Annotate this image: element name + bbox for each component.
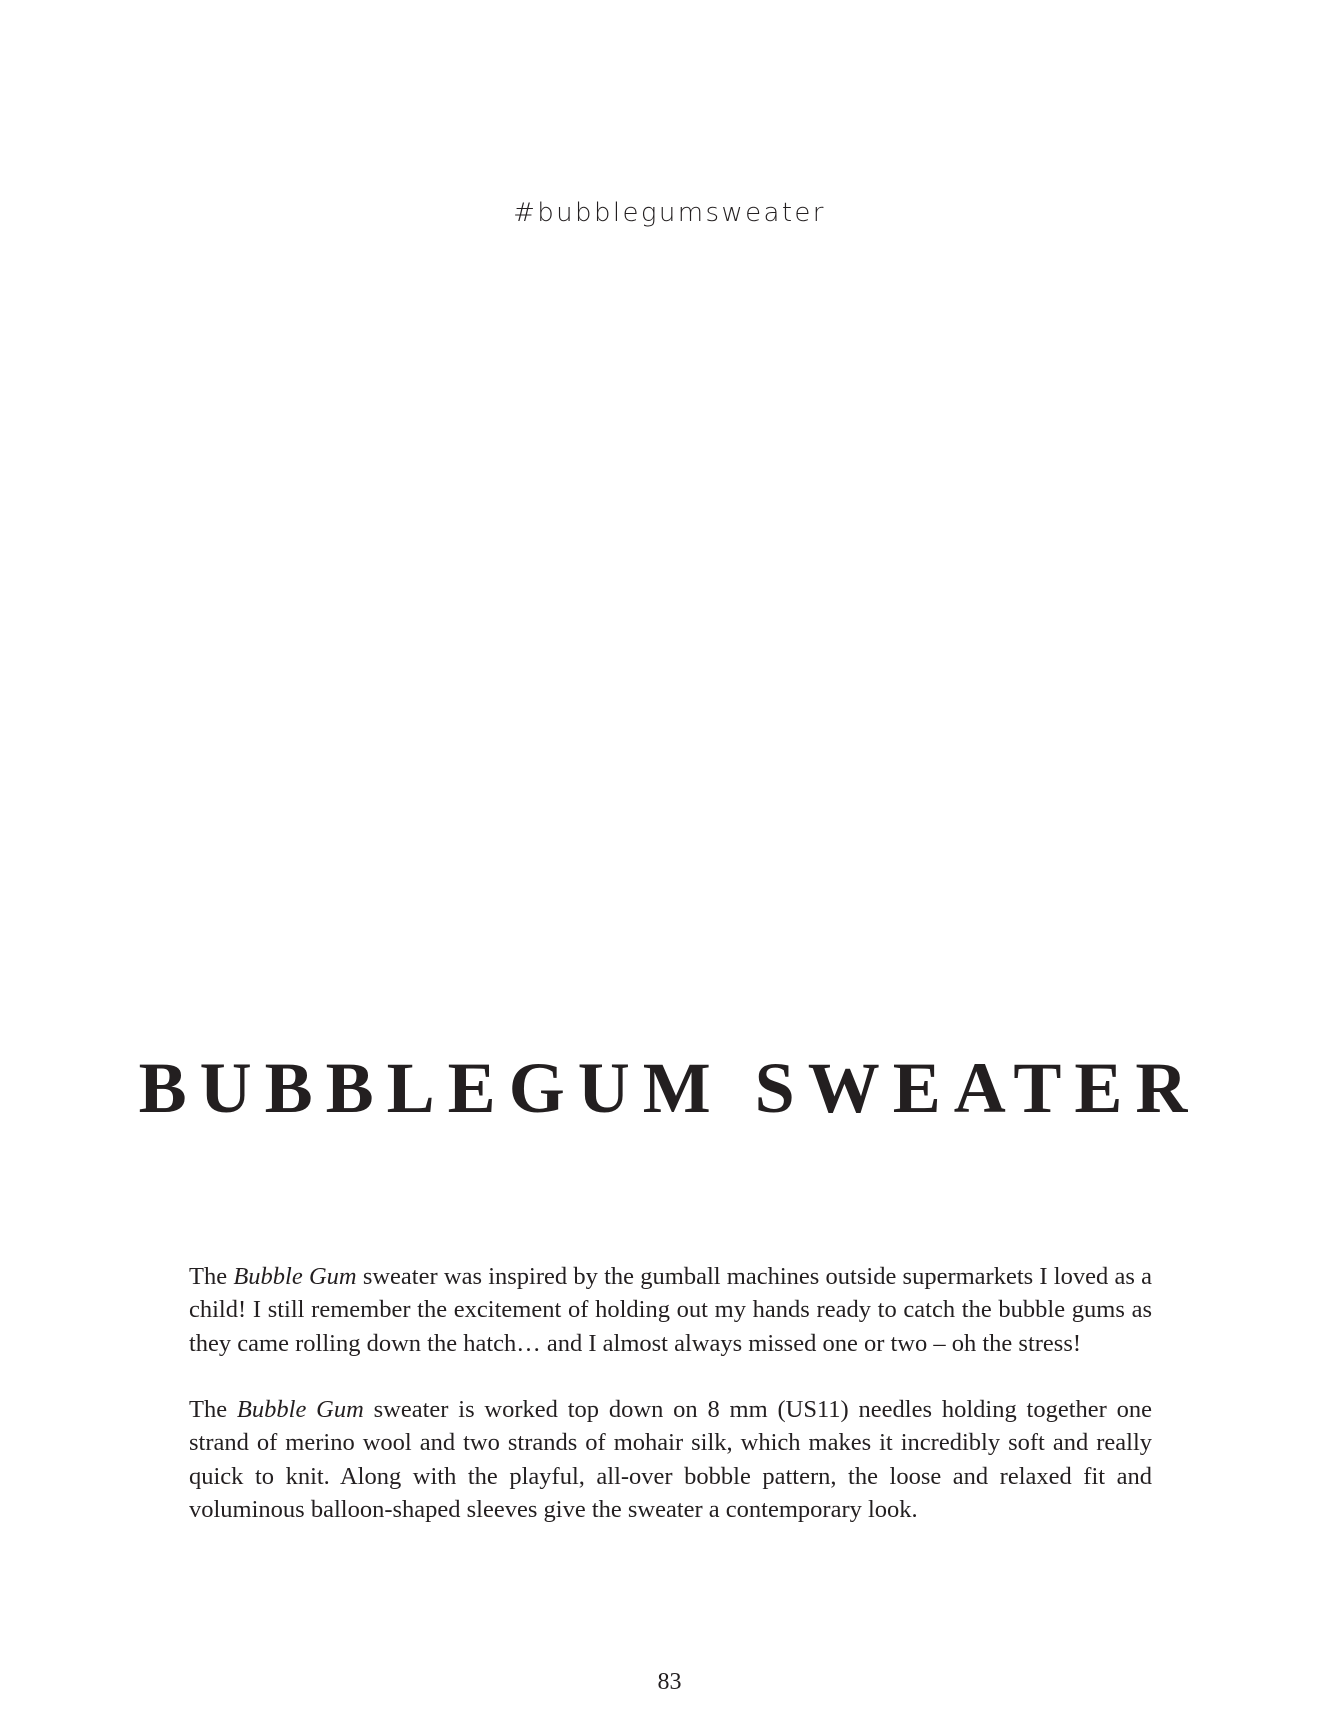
hashtag-heading: #bubblegumsweater	[513, 198, 826, 228]
description-paragraph	[189, 1393, 1152, 1526]
paragraph-text-start: The	[189, 1263, 234, 1290]
italic-product-name: Bubble Gum	[233, 1263, 357, 1290]
italic-product-name: Bubble Gum	[236, 1396, 364, 1423]
paragraph-text-start: The	[189, 1396, 237, 1423]
intro-paragraph	[189, 1260, 1152, 1360]
page-title: BUBBLEGUM SWEATER	[138, 1048, 1201, 1128]
paragraph-text-rest: sweater was inspired by the gumball machines outside supermarkets I loved as a child! I still remember the excitement of holding out my hands ready to catch the bubble gums as they came rolling down the hatch… and I almost always missed one or two – oh the stress!	[189, 1263, 1152, 1357]
page-number: 83	[657, 1669, 682, 1695]
paragraph-text-rest: sweater is worked top down on 8 mm (US11) needles holding together one strand of merino wool and two strands of mohair silk, which makes it incredibly soft and really quick to knit. Along with the playful, all-over bobble pattern, the loose and relaxed fit and voluminous balloon-shaped sleeves give the sweater a contemporary look.	[189, 1396, 1152, 1523]
